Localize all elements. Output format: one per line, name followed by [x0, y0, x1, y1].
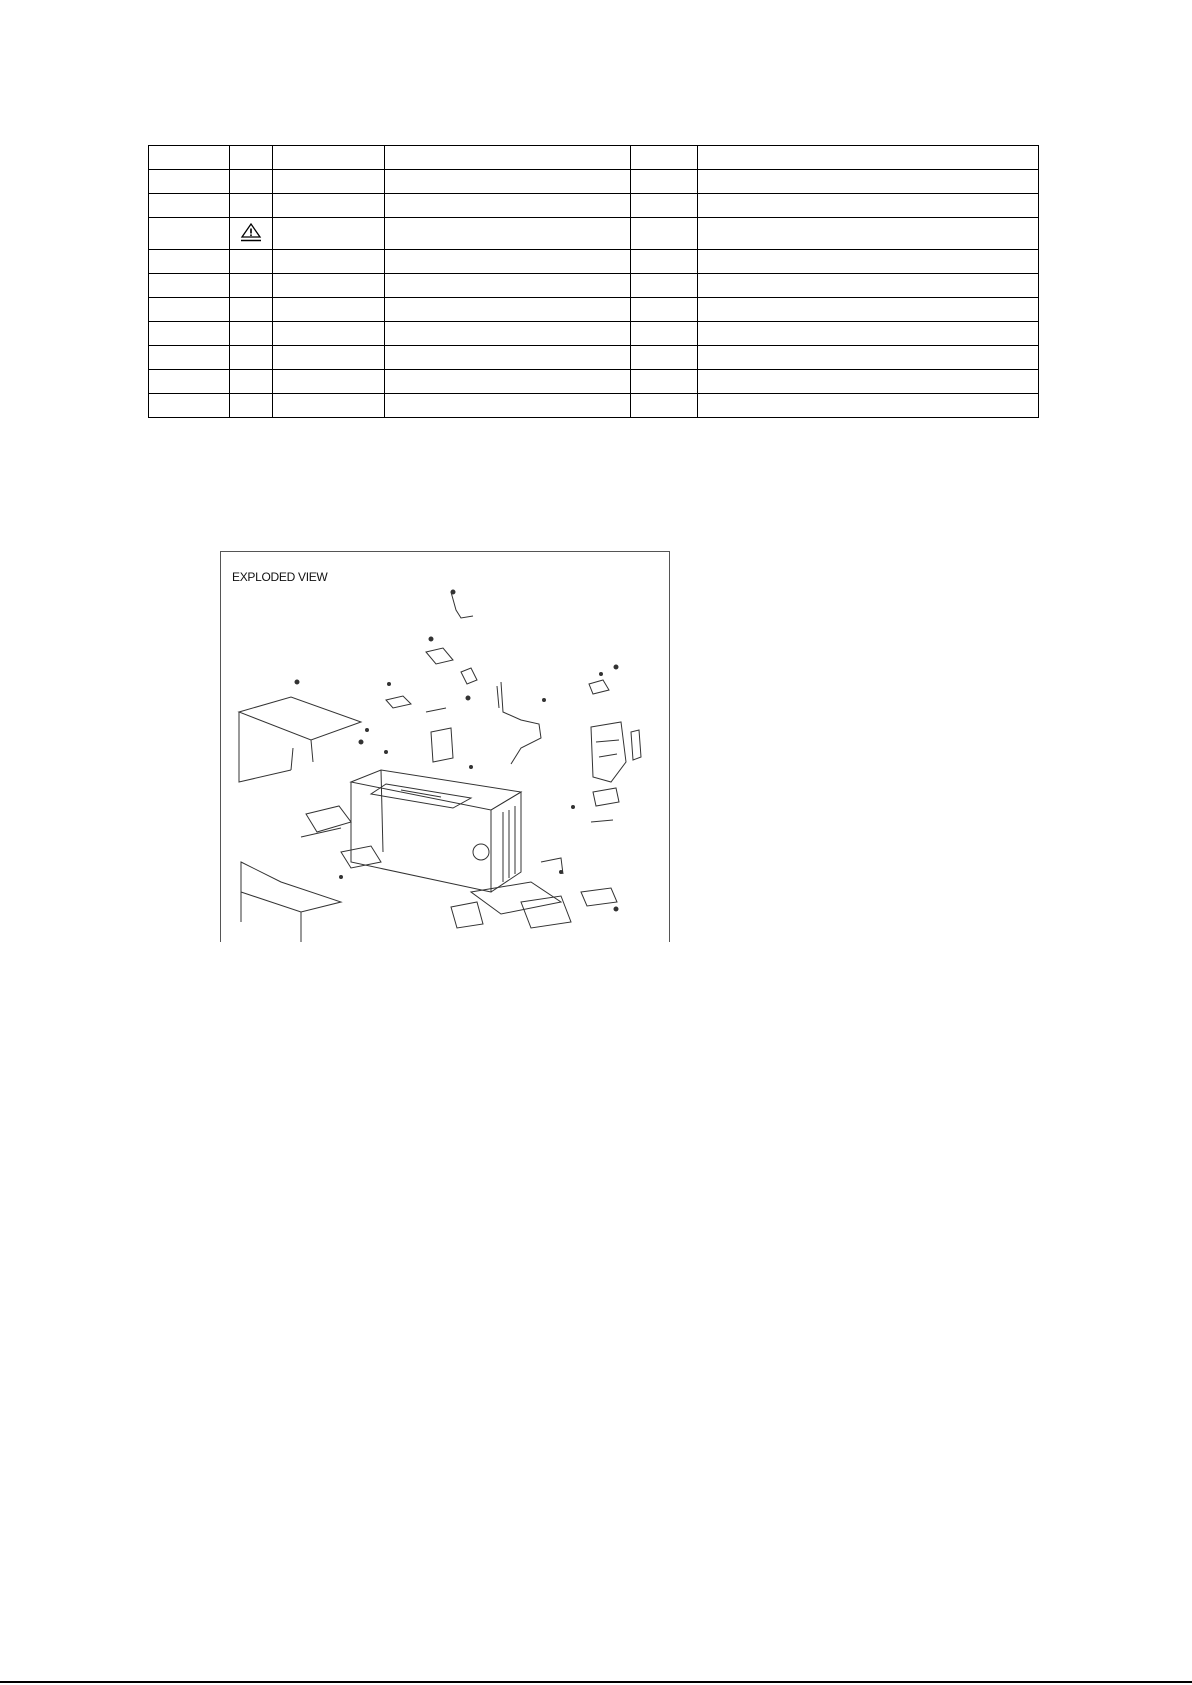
- table-row: [149, 146, 1039, 170]
- table-row: [149, 394, 1039, 418]
- exploded-view-drawing-icon: [221, 552, 669, 942]
- table-row: [149, 346, 1039, 370]
- table-row: [149, 322, 1039, 346]
- table-row: [149, 298, 1039, 322]
- exploded-view-figure: [220, 551, 670, 942]
- table-row: [149, 274, 1039, 298]
- figure-title: EXPLODED VIEW: [232, 570, 328, 584]
- warning-triangle-icon: [239, 222, 263, 242]
- table-row: [149, 218, 1039, 250]
- page-bottom-rule: [0, 1681, 1192, 1683]
- table-row: [149, 370, 1039, 394]
- table-row: [149, 194, 1039, 218]
- table-row: [149, 170, 1039, 194]
- safety-mark-cell: [230, 218, 273, 250]
- parts-list-table: [148, 145, 1039, 418]
- table-row: [149, 250, 1039, 274]
